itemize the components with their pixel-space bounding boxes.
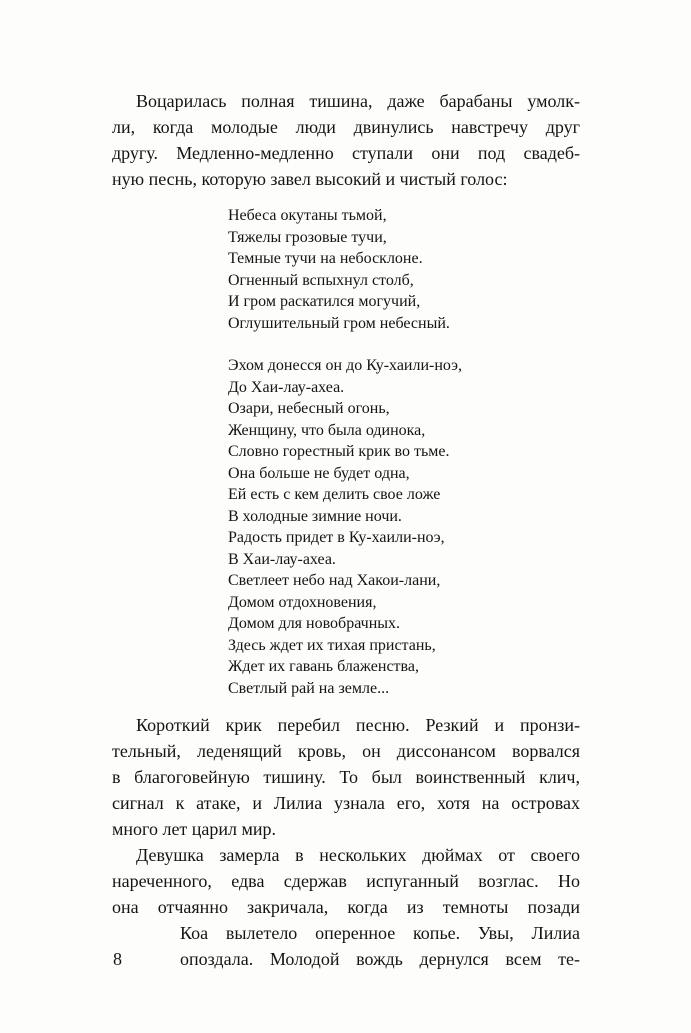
paragraph-line: тельный, леденящий кровь, он диссонансом ворвался [112,741,580,761]
poem-line: Домом отдохновения, [228,593,377,611]
poem-line: Ей есть с кем делить свое ложе [228,486,441,503]
poem-line: В холодные зимние ночи. [228,507,402,525]
paragraph-line: в благоговейную тишину. То был воинственный клич, [112,767,580,787]
paragraph-1 [112,88,580,192]
paragraph-line: ную песнь, которую завел высокий и чистый голос: [112,169,508,189]
paragraph-lines [112,868,580,920]
paragraph-line: сигнал к атаке, и Лилиа узнала его, хотя на островах [112,793,580,813]
poem-line: Озари, небесный огонь, [228,400,390,417]
paragraph-line: опоздала. Молодой вождь дернулся всем те- [180,949,580,969]
poem-line: Светлеет небо над Хакои-лани, [228,572,441,589]
paragraph-2 [112,712,580,842]
paragraph-line: Коа вылетело оперенное копье. Увы, Лилиа [180,923,580,943]
poem-line: Женщину, что была одинока, [228,421,426,439]
poem-stanza-2 [228,355,580,699]
page-number: 8 [113,949,122,969]
poem-line: Домом для новобрачных. [228,615,401,632]
poem-line: Радость придет в Ку-хаили-ноэ, [228,529,445,546]
paragraph-line: ли, когда молодые люди двинулись навстречу друг [112,117,580,137]
paragraph-lines-indented [180,920,580,972]
paragraph-line: Короткий крик перебил песню. Резкий и пронзи- [136,715,580,735]
poem-line: Словно горестный крик во тьме. [228,443,450,460]
paragraph-lines [112,738,580,816]
paragraph-line: много лет царил мир. [112,819,277,839]
poem-line: До Хаи-лау-ахеа. [228,378,345,396]
paragraph-line: Воцарилась полная тишина, даже барабаны умолк- [136,91,580,111]
poem-line: Тяжелы грозовые тучи, [228,228,387,246]
poem-line: Эхом донесся он до Ку-хаили-ноэ, [228,357,462,374]
paragraph-lines [112,114,580,166]
poem-line: Она больше не будет одна, [228,464,410,482]
poem-stanza-1 [228,205,580,334]
wedding-song-poem [228,205,580,699]
paragraph-line: она отчаянно закричала, когда из темноты позади [112,897,580,917]
poem-line: В Хаи-лау-ахеа. [228,550,336,568]
poem-line: Ждет их гавань блаженства, [228,658,419,675]
paragraph-line: нареченного, едва сдержав испуганный возглас. Но [112,871,580,891]
poem-line: Темные тучи на небосклоне. [228,250,423,267]
poem-line: И гром раскатился могучий, [228,293,421,310]
poem-line: Огненный вспыхнул столб, [228,271,414,289]
paragraph-line: другу. Медленно-медленно ступали они под свадеб- [112,143,580,163]
paragraph-end-with-page-number [112,920,580,972]
poem-line: Небеса окутаны тьмой, [228,207,387,224]
paragraph-line: Девушка замерла в нескольких дюймах от своего [136,845,580,865]
poem-line: Оглушительный гром небесный. [228,314,450,332]
poem-line: Здесь ждет их тихая пристань, [228,636,436,654]
poem-line: Светлый рай на земле... [228,679,390,697]
paragraph-3 [112,842,580,972]
